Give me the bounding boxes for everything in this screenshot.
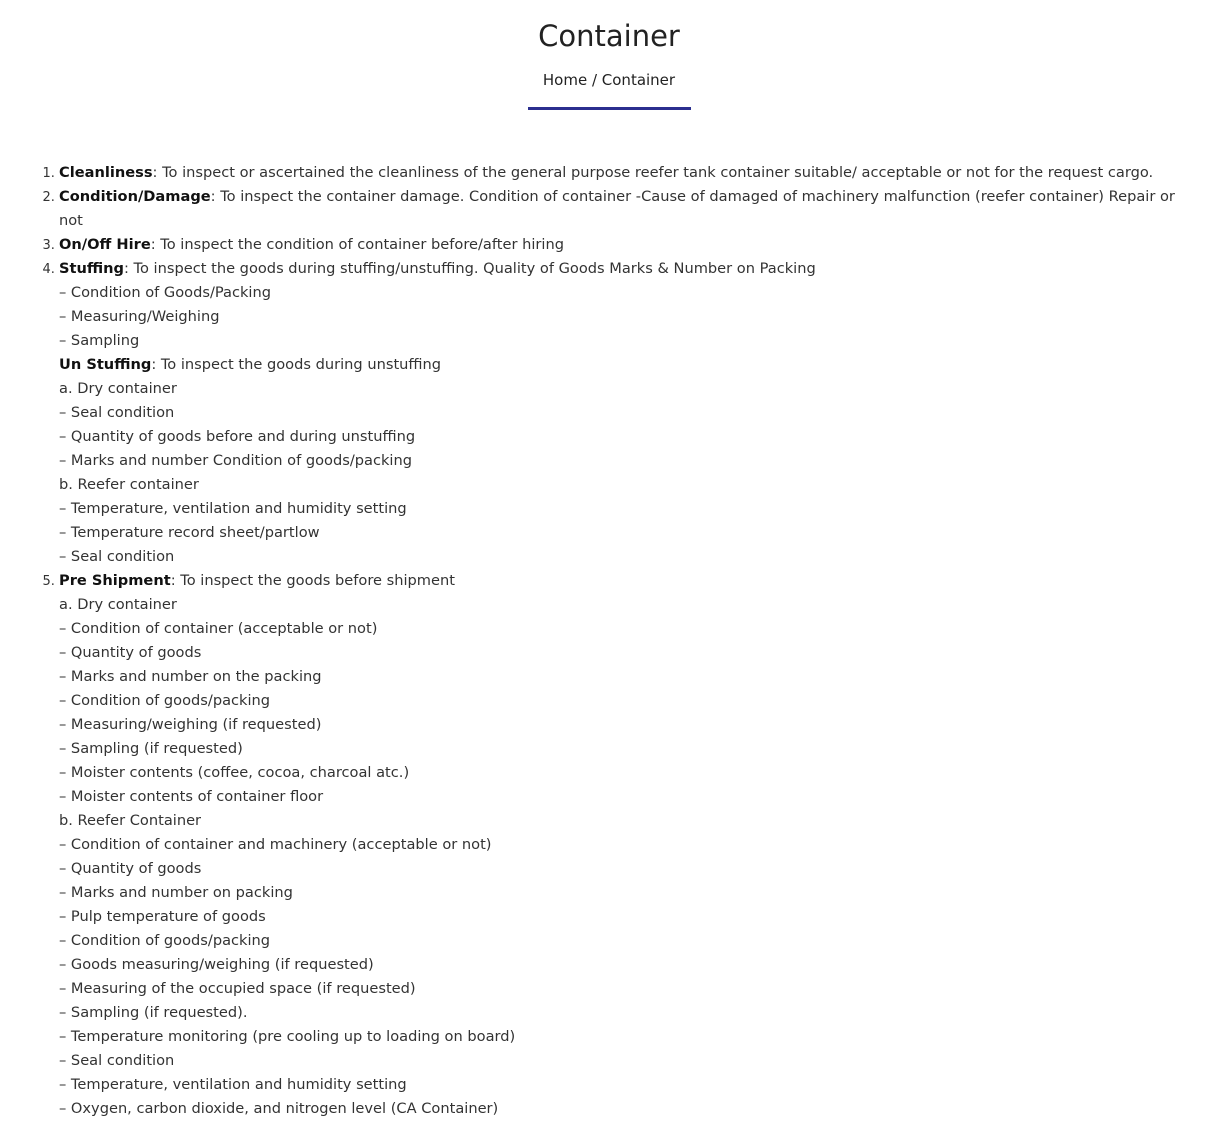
- sub-description: : To inspect the goods during unstuffing: [151, 356, 442, 373]
- sub-line: – Moister contents (coffee, cocoa, charcoal atc.): [59, 764, 410, 781]
- breadcrumb-home-link[interactable]: Home: [542, 71, 588, 89]
- sub-line: – Seal condition: [59, 548, 175, 565]
- sub-line: – Oxygen, carbon dioxide, and nitrogen level (CA Container): [59, 1100, 499, 1117]
- sub-line: – Seal condition: [59, 1052, 175, 1069]
- sub-line: – Sampling (if requested): [59, 740, 243, 757]
- sub-line: – Measuring/weighing (if requested): [59, 716, 322, 733]
- sub-line: – Marks and number Condition of goods/packing: [59, 452, 412, 469]
- breadcrumb-current: Container: [601, 71, 676, 89]
- page-title: Container: [538, 19, 680, 53]
- inspection-list: [0, 161, 1218, 1121]
- unstuffing-heading-line: [59, 353, 1178, 377]
- sub-line: – Condition of container and machinery (acceptable or not): [59, 836, 492, 853]
- sub-line: – Seal condition: [59, 404, 175, 421]
- item-term: Pre Shipment: [59, 572, 171, 589]
- item-term: Stuffing: [59, 260, 124, 277]
- sub-line: – Temperature monitoring (pre cooling up to loading on board): [59, 1028, 516, 1045]
- breadcrumb: [0, 70, 1218, 90]
- sub-line: – Quantity of goods: [59, 860, 202, 877]
- sub-line: – Sampling (if requested).: [59, 1004, 248, 1021]
- list-item-cleanliness: [59, 161, 1218, 185]
- sub-line: – Condition of goods/packing: [59, 932, 271, 949]
- sub-line: – Pulp temperature of goods: [59, 908, 266, 925]
- list-item-on-off-hire: [59, 233, 1218, 257]
- sub-line: – Marks and number on the packing: [59, 668, 322, 685]
- sub-line: – Moister contents of container floor: [59, 788, 324, 805]
- sub-line: – Temperature, ventilation and humidity setting: [59, 1076, 407, 1093]
- item-description: : To inspect the goods before shipment: [170, 572, 455, 589]
- sub-line: a. Dry container: [59, 380, 177, 397]
- item-description: : To inspect or ascertained the cleanliness of the general purpose reefer tank container suitable/ acceptable or not for the request cargo.: [152, 164, 1154, 181]
- item-description: : To inspect the goods during stuffing/unstuffing. Quality of Goods Marks & Number on Packing: [124, 260, 816, 277]
- sub-line: – Condition of Goods/Packing: [59, 284, 272, 301]
- list-item-stuffing: [59, 257, 1218, 569]
- sub-term: Un Stuffing: [59, 356, 152, 373]
- main-content: [0, 161, 1218, 1121]
- breadcrumb-separator: /: [587, 71, 602, 89]
- sub-line: – Measuring of the occupied space (if requested): [59, 980, 416, 997]
- title-underline-divider: [528, 107, 691, 110]
- item-description: : To inspect the condition of container before/after hiring: [150, 236, 564, 253]
- sub-line: – Quantity of goods: [59, 644, 202, 661]
- sub-line: – Goods measuring/weighing (if requested): [59, 956, 374, 973]
- item-term: On/Off Hire: [59, 236, 151, 253]
- item-term: Cleanliness: [59, 164, 153, 181]
- sub-line: – Condition of container (acceptable or not): [59, 620, 378, 637]
- sub-line: – Temperature, ventilation and humidity setting: [59, 500, 407, 517]
- sub-line: – Condition of goods/packing: [59, 692, 271, 709]
- sub-line: – Temperature record sheet/partlow: [59, 524, 320, 541]
- item-term: Condition/Damage: [59, 188, 211, 205]
- sub-line: b. Reefer container: [59, 476, 199, 493]
- list-item-pre-shipment: [59, 569, 1218, 1121]
- sub-line: – Measuring/Weighing: [59, 308, 220, 325]
- list-item-condition-damage: [59, 185, 1218, 233]
- sub-line: – Sampling: [59, 332, 140, 349]
- sub-line: b. Reefer Container: [59, 812, 202, 829]
- page-header: [0, 0, 1218, 110]
- sub-line: – Quantity of goods before and during unstuffing: [59, 428, 416, 445]
- item-description: : To inspect the container damage. Condition of container -Cause of damaged of machinery malfunction (reefer container) Repair or not: [59, 188, 1175, 229]
- sub-line: – Marks and number on packing: [59, 884, 293, 901]
- sub-line: a. Dry container: [59, 596, 177, 613]
